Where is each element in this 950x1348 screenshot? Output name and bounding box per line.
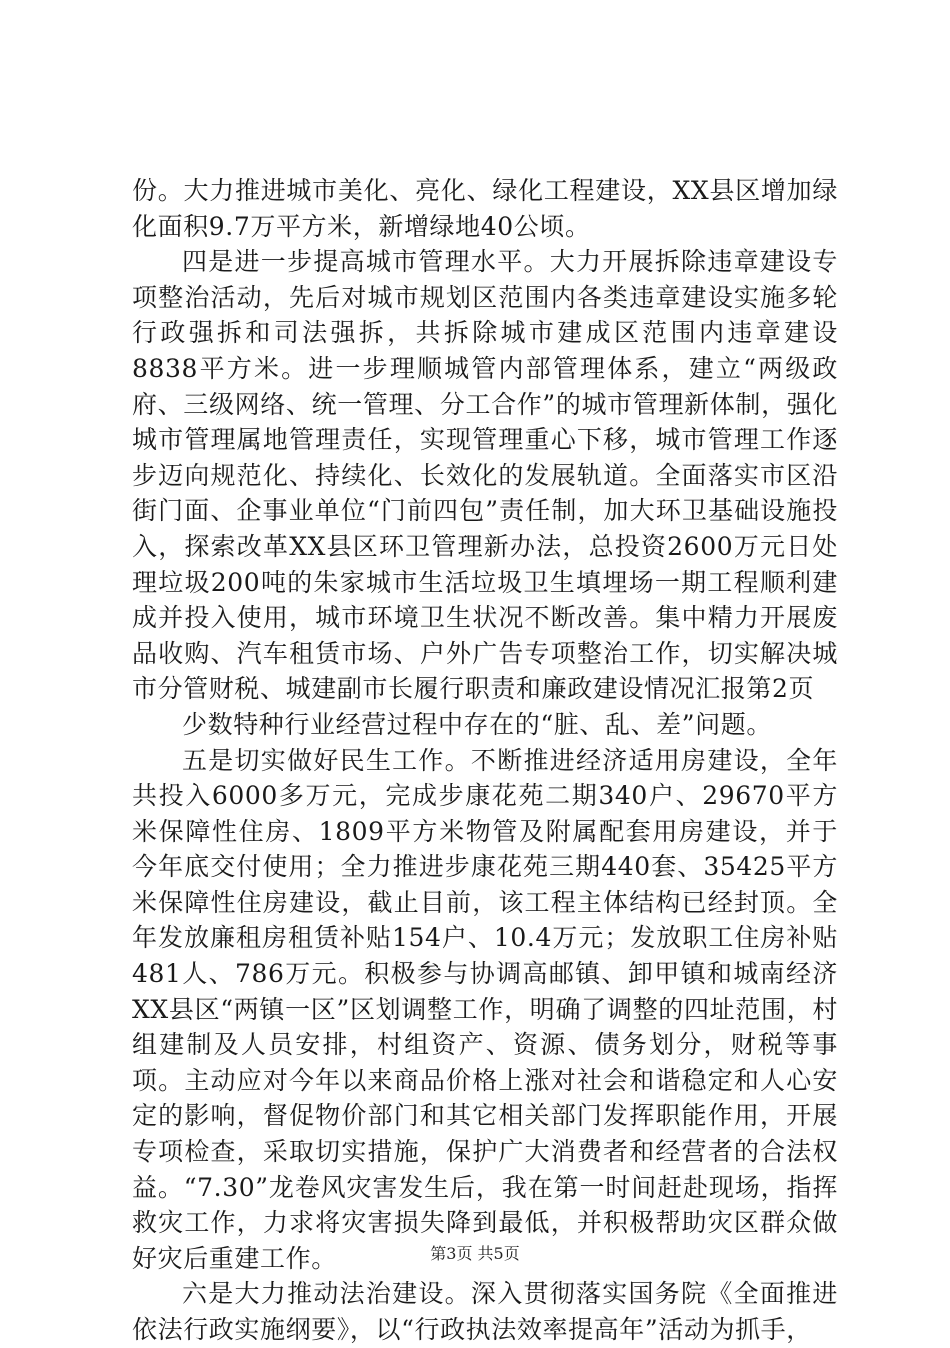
paragraph-1: 份。大力推进城市美化、亮化、绿化工程建设，XX县区增加绿化面积9.7万平方米，新增绿地40公顷。 — [132, 176, 838, 241]
document-body — [132, 173, 838, 1348]
paragraph-2: 四是进一步提高城市管理水平。大力开展拆除违章建设专项整治活动，先后对城市规划区范围内各类违章建设实施多轮行政强拆和司法强拆，共拆除城市建成区范围内违章建设8838平方米。进一步理顺城管内部管理体系，建立“两级政府、三级网络、统一管理、分工合作”的城市管理新体制，强化城市管理属地管理责任，实现管理重心下移，城市管理工作逐步迈向规范化、持续化、长效化的发展轨道。全面落实市区沿街门面、企事业单位“门前四包”责任制，加大环卫基础设施投入，探索改革XX县区环卫管理新办法，总投资2600万元日处理垃圾200吨的朱家城市生活垃圾卫生填埋场一期工程顺利建成并投入使用，城市环境卫生状况不断改善。集中精力开展废品收购、汽车租赁市场、户外广告专项整治工作，切实解决城市分管财税、城建副市长履行职责和廉政建设情况汇报第2页 — [132, 247, 838, 704]
page-number-footer: 第3页 共5页 — [430, 1244, 520, 1263]
paragraph-5: 六是大力推动法治建设。深入贯彻落实国务院《全面推进依法行政实施纲要》，以“行政执法效率提高年”活动为抓手， — [132, 1279, 838, 1344]
paragraph-3: 少数特种行业经营过程中存在的“脏、乱、差”问题。 — [182, 709, 772, 739]
paragraph-4: 五是切实做好民生工作。不断推进经济适用房建设，全年共投入6000多万元，完成步康花苑二期340户、29670平方米保障性住房、1809平方米物管及附属配套用房建设，并于今年底交付使用；全力推进步康花苑三期440套、35425平方米保障性住房建设，截止目前，该工程主体结构已经封顶。全年发放廉租房租赁补贴154户、10.4万元；发放职工住房补贴481人、786万元。积极参与协调高邮镇、卸甲镇和城南经济XX县区“两镇一区”区划调整工作，明确了调整的四址范围，村组建制及人员安排，村组资产、资源、债务划分，财税等事项。主动应对今年以来商品价格上涨对社会和谐稳定和人心安定的影响，督促物价部门和其它相关部门发挥职能作用，开展专项检查，采取切实措施，保护广大消费者和经营者的合法权益。“7.30”龙卷风灾害发生后，我在第一时间赶赴现场，指挥救灾工作，力求将灾害损失降到最低，并积极帮助灾区群众做好灾后重建工作。 — [132, 745, 838, 1273]
